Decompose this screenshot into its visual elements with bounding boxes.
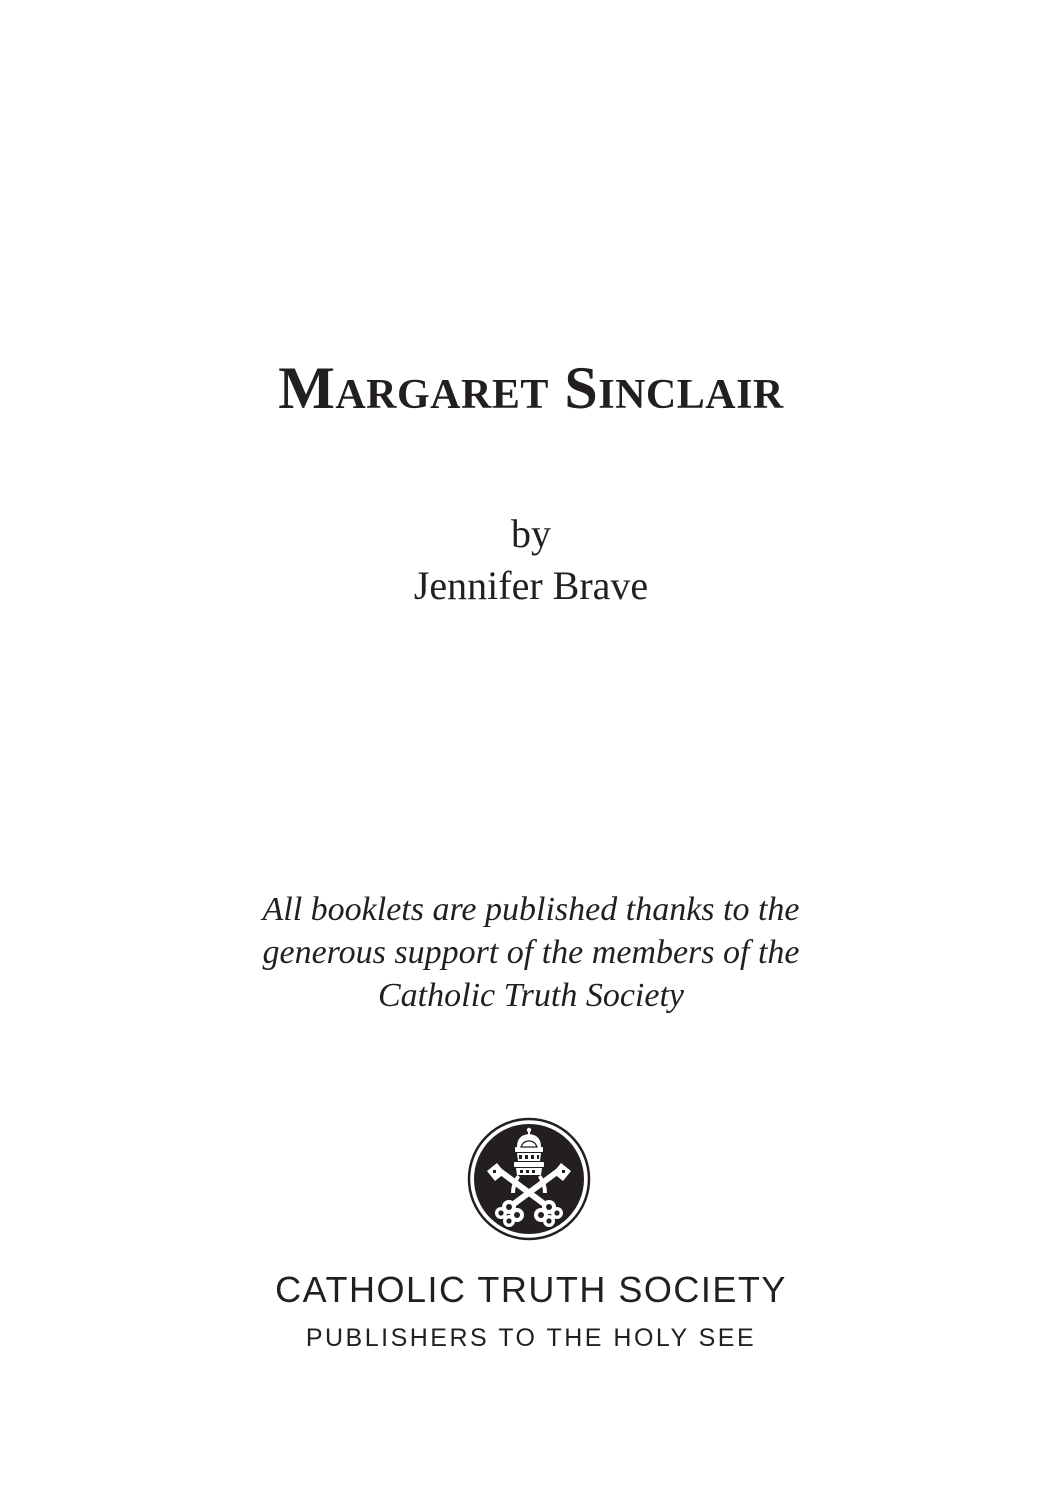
publisher-name: CATHOLIC TRUTH SOCIETY bbox=[275, 1269, 787, 1310]
publisher-subtitle: PUBLISHERS TO THE HOLY SEE bbox=[305, 1324, 757, 1352]
by-line: by bbox=[511, 511, 551, 556]
acknowledgement-line: All booklets are published thanks to the bbox=[262, 891, 800, 928]
author-name: Jennifer Brave bbox=[413, 563, 649, 608]
acknowledgement-text bbox=[0, 888, 1062, 1017]
crossed-keys-seal-icon bbox=[467, 1117, 591, 1241]
acknowledgement-line: Catholic Truth Society bbox=[378, 977, 684, 1014]
acknowledgement-line: generous support of the members of the bbox=[262, 934, 800, 971]
book-title: Margaret Sinclair bbox=[278, 355, 784, 421]
